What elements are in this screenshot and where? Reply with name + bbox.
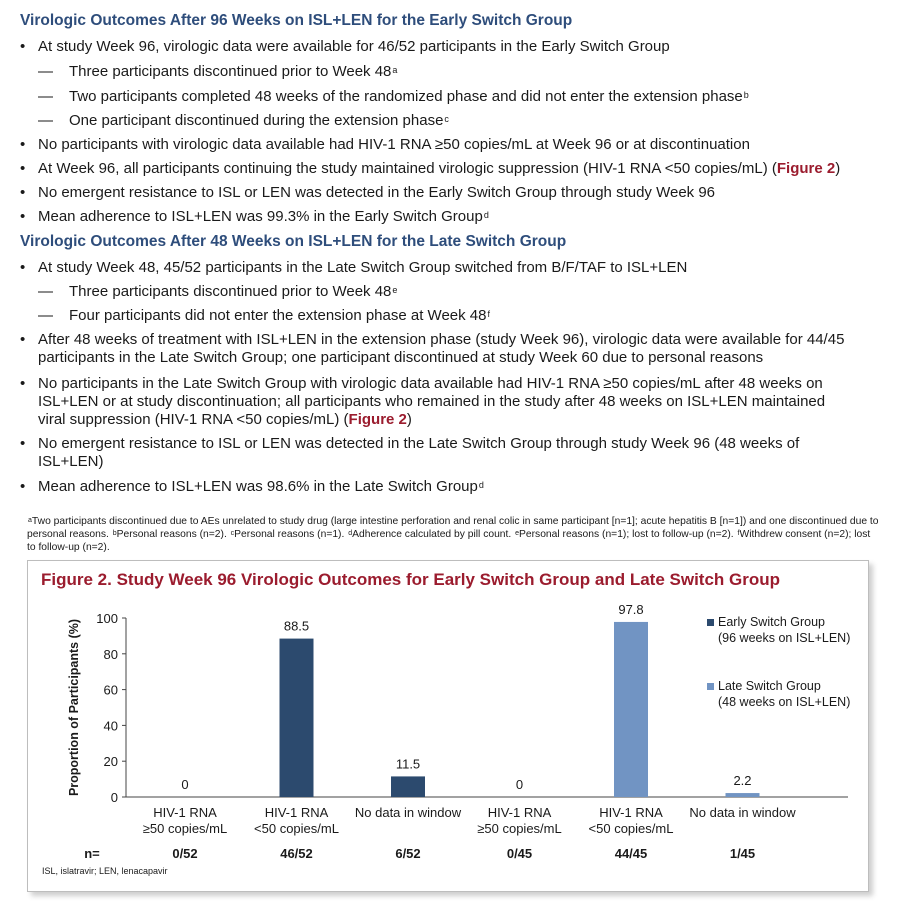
abbreviations: ISL, islatravir; LEN, lenacapavir bbox=[42, 866, 168, 876]
bullet-text-line: ISL+LEN) bbox=[38, 453, 104, 470]
bar-value-label: 88.5 bbox=[283, 618, 310, 634]
x-tick-label-line2: ≥50 copies/mL bbox=[477, 821, 562, 836]
y-tick-label: 0 bbox=[110, 790, 118, 805]
figure-2-reference[interactable]: Figure 2 bbox=[348, 411, 407, 428]
dash-icon: — bbox=[38, 283, 53, 300]
bar bbox=[726, 793, 760, 797]
n-value: 46/52 bbox=[280, 846, 313, 861]
figure-2-panel bbox=[27, 560, 869, 892]
bullet-icon: • bbox=[20, 375, 26, 392]
n-value: 6/52 bbox=[395, 846, 421, 861]
y-tick-label: 100 bbox=[96, 611, 118, 626]
bullet-icon: • bbox=[20, 136, 26, 153]
x-tick-label: HIV-1 RNA bbox=[264, 805, 329, 820]
bullet-icon: • bbox=[20, 208, 26, 225]
legend-swatch bbox=[707, 683, 714, 690]
bar-value-label: 0 bbox=[181, 777, 189, 792]
dash-text: One participant discontinued during the extension phase$^c$ bbox=[69, 112, 449, 129]
y-axis-title: Proportion of Participants (%) bbox=[67, 618, 81, 797]
bullet-text-line: No participants in the Late Switch Group with virologic data available had HIV-1 RNA ≥50 copies/mL after 48 weeks on bbox=[38, 375, 823, 392]
bullet-text: Mean adherence to ISL+LEN was 98.6% in the Late Switch Group$^d$ bbox=[38, 478, 484, 495]
bullet-icon: • bbox=[20, 160, 26, 177]
bar bbox=[391, 776, 425, 797]
legend-label-detail: (96 weeks on ISL+LEN) bbox=[718, 631, 851, 645]
dash-icon: — bbox=[38, 63, 53, 80]
n-value: 0/45 bbox=[506, 846, 533, 861]
figure-title: Figure 2. Study Week 96 Virologic Outcomes for Early Switch Group and Late Switch Group bbox=[41, 570, 781, 589]
dash-text: Four participants did not enter the extension phase at Week 48$^f$ bbox=[69, 307, 490, 324]
section-heading-late-switch: Virologic Outcomes After 48 Weeks on ISL+LEN for the Late Switch Group bbox=[20, 233, 567, 250]
bar-value-label: 97.8 bbox=[618, 601, 644, 617]
bar bbox=[280, 639, 314, 797]
n-value: 1/45 bbox=[729, 846, 756, 861]
bullet-text-line: No emergent resistance to ISL or LEN was detected in the Late Switch Group through study Week 96 (48 weeks of bbox=[38, 435, 800, 452]
bullet-icon: • bbox=[20, 331, 26, 348]
bullet-text-line: participants in the Late Switch Group; one participant discontinued at study Week 60 due to personal reasons bbox=[38, 349, 764, 366]
bar-value-label: 0 bbox=[515, 777, 524, 792]
y-tick-label: 40 bbox=[103, 718, 118, 734]
x-tick-label: No data in window bbox=[689, 805, 796, 820]
dash-text: Two participants completed 48 weeks of the randomized phase and did not enter the extension phase$^b$ bbox=[69, 88, 749, 105]
x-tick-label-line2: <50 copies/mL bbox=[254, 821, 339, 836]
bullet-text: At Week 96, all participants continuing the study maintained virologic suppression (HIV-1 RNA <50 copies/mL) (Figure 2) bbox=[38, 160, 841, 177]
bullet-icon: • bbox=[20, 259, 26, 276]
bullet-text: At study Week 96, virologic data were available for 46/52 participants in the Early Switch Group bbox=[38, 38, 670, 55]
bar-chart bbox=[28, 561, 868, 891]
bullet-text: Mean adherence to ISL+LEN was 99.3% in the Early Switch Group$^d$ bbox=[38, 208, 489, 225]
x-tick-label: HIV-1 RNA bbox=[153, 805, 217, 820]
dash-icon: — bbox=[38, 88, 53, 105]
bar-value-label: 11.5 bbox=[395, 756, 421, 772]
dash-text: Three participants discontinued prior to Week 48e bbox=[69, 283, 398, 300]
bullet-icon: • bbox=[20, 478, 26, 495]
x-tick-label: HIV-1 RNA bbox=[599, 805, 663, 820]
bar-value-label: 2.2 bbox=[733, 773, 752, 789]
legend-label: Early Switch Group bbox=[718, 615, 825, 629]
bullet-icon: • bbox=[20, 184, 26, 201]
bullet-text: No participants with virologic data available had HIV-1 RNA ≥50 copies/mL at Week 96 or at discontinuation bbox=[38, 136, 750, 153]
bullet-text-line: ISL+LEN or at study discontinuation; all participants who remained in the study after 48 weeks on ISL+LEN maintained bbox=[38, 393, 826, 410]
footnotes: $^a$Two participants discontinued due to AEs unrelated to study drug (large intestine perforation and renal colic in same participant [n=1]; acute hepatitis B [n=1]) and one discontinued due to personal reasons. $^b$Personal reasons (n=2). $^c$Personal reasons (n=1). $^d$Adherence calculated by pill count. $^e$Personal reasons (n=1); lost to follow-up (n=2). $^f$Withdrew consent (n=2); lost to follow-up (n=2). bbox=[27, 516, 879, 553]
n-value: 0/52 bbox=[172, 846, 198, 861]
bullet-text-line: After 48 weeks of treatment with ISL+LEN in the extension phase (study Week 96), virologic data were available for 44/45 bbox=[38, 331, 845, 348]
y-tick-label: 80 bbox=[103, 646, 118, 662]
x-tick-label-line2: <50 copies/mL bbox=[588, 821, 674, 836]
legend-label-detail: (48 weeks on ISL+LEN) bbox=[718, 695, 851, 709]
dash-icon: — bbox=[38, 112, 53, 129]
bullet-text: No emergent resistance to ISL or LEN was detected in the Early Switch Group through study Week 96 bbox=[38, 184, 716, 201]
bar bbox=[614, 622, 648, 797]
section-heading-early-switch: Virologic Outcomes After 96 Weeks on ISL+LEN for the Early Switch Group bbox=[20, 12, 573, 29]
y-tick-label: 20 bbox=[103, 754, 118, 770]
legend-label: Late Switch Group bbox=[718, 679, 821, 693]
bullet-text-line: viral suppression (HIV-1 RNA <50 copies/mL) (Figure 2) bbox=[38, 411, 412, 428]
figure-2-reference[interactable]: Figure 2 bbox=[776, 160, 836, 177]
legend-swatch bbox=[707, 619, 714, 626]
x-tick-label: HIV-1 RNA bbox=[487, 805, 552, 820]
x-tick-label: No data in window bbox=[354, 805, 462, 820]
dash-text: Three participants discontinued prior to Week 48$^a$ bbox=[69, 63, 398, 80]
n-row-label: n= bbox=[84, 846, 100, 861]
x-tick-label-line2: ≥50 copies/mL bbox=[142, 821, 228, 836]
n-value: 44/45 bbox=[614, 846, 648, 861]
bullet-icon: • bbox=[20, 38, 26, 55]
bullet-text: At study Week 48, 45/52 participants in the Late Switch Group switched from B/F/TAF to ISL+LEN bbox=[38, 259, 688, 276]
dash-icon: — bbox=[38, 307, 53, 324]
y-tick-label: 60 bbox=[103, 682, 118, 698]
bullet-icon: • bbox=[20, 435, 26, 452]
